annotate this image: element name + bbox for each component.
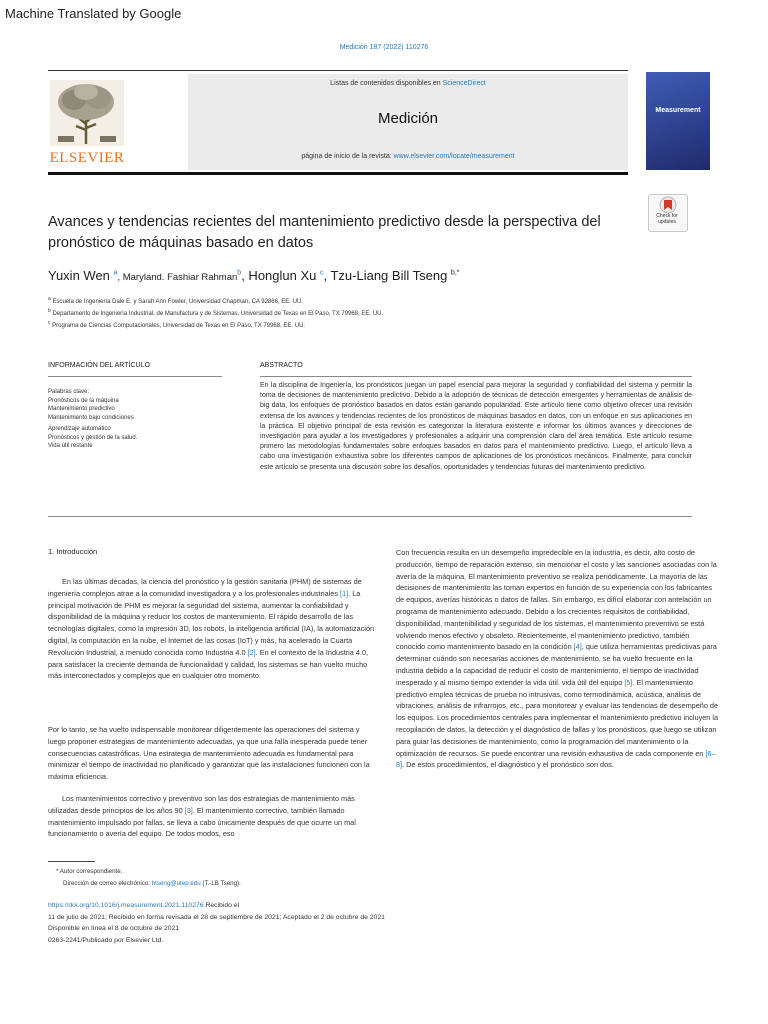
paragraph-text: , que utiliza herramientas predictivas para determinar cuándo son necesarias acciones de mantenimiento, se ha vuelto frecuente en la industria debido a la capacidad de reducir el costo de mantenimiento, el tiempo de inactividad inesperado y al mismo tiempo extender la vida útil. vida útil del equipo <box>396 642 717 687</box>
email-link[interactable]: btseng@utep.edu <box>151 880 201 887</box>
article-title <box>48 212 618 254</box>
author-name[interactable]: , Tzu-Liang Bill Tseng <box>323 268 451 283</box>
issn-publisher: 0263-2241/Publicado por Elsevier Ltd. <box>48 937 164 944</box>
keyword: Vida útil restante <box>48 443 93 449</box>
author-affiliation-marker[interactable]: a <box>113 269 118 277</box>
check-for-updates-label: Check for updates <box>656 213 678 225</box>
paragraph-text: En las últimas décadas, la ciencia del pronóstico y la gestión sanitaria (PHM) de sistemas de ingeniería complejos atrae a la comunidad investigadora y a los profesionales industriales <box>48 577 362 598</box>
doi-link[interactable]: https://doi.org/10.1016/j.measurement.2021.110276 <box>48 902 204 909</box>
author-affiliation-marker[interactable]: c <box>319 269 324 277</box>
contents-prefix: Listas de contenidos disponibles en <box>330 80 443 87</box>
corresponding-author-note: * Autor correspondiente. <box>56 868 123 875</box>
author-affiliation-marker[interactable]: b <box>237 269 242 277</box>
affiliation-marker: c <box>48 320 51 326</box>
paragraph-text: . El mantenimiento correctivo, también llamado mantenimiento impulsado por fallas, se lleva a cabo únicamente después de que ocurre un mal funcionamiento o avería del equipo. De todos modos, eso <box>48 805 356 839</box>
paragraph-text: Con frecuencia resulta en un desempeño impredecible en la industria, es decir, alto costo de producción, tiempo de reparación extenso, sin mencionar el costo y las sanciones asociadas con la avería de la máquina. El mantenimiento preventivo se realiza periódicamente. La mayoría de las decisiones de mantenimiento las toman expertos en función de su experiencia con los fabricantes de equipos, averías históricas o datos de fallas. Sin embargo, es difícil elaborar con antelación un programa de mantenimiento adecuado. Debido a los crecientes requisitos de confiabilidad, disponibilidad, mantenibilidad y seguridad de los sistemas, el mantenimiento preventivo se está volviendo menos efectivo y obsoleto. Recientemente, el mantenimiento predictivo, también conocido como mantenimiento basado en la condición <box>396 548 717 652</box>
abstract-top-rule <box>260 376 692 377</box>
machine-translation-banner: Machine Translated by Google <box>5 6 182 21</box>
intro-paragraph-2: Por lo tanto, se ha vuelto indispensable monitorear diligentemente las operaciones del sistema y luego proponer estrategias de mantenimiento adecuadas, ya que una falla inesperada puede tener consecuencias catastróficas. Una estrategia de mantenimiento adecuada es fundamental para minimizar el tiempo de inactividad no planificado y garantizar que las instalaciones funcionen con la máxima eficiencia. <box>48 725 370 782</box>
keyword: Pronósticos de la máquina <box>48 397 119 404</box>
sciencedirect-link[interactable]: ScienceDirect <box>442 80 486 87</box>
citation-link[interactable]: [5] <box>624 677 633 687</box>
article-info-heading: INFORMACIÓN DEL ARTÍCULO <box>48 362 150 369</box>
history-dates: 11 de julio de 2021; Recibido en forma revisada el 28 de septiembre de 2021; Aceptado el 2 de octubre de 2021 <box>48 914 385 921</box>
author-affiliation-marker[interactable]: b,* <box>450 269 460 277</box>
intro-paragraph-1 <box>48 576 378 682</box>
paragraph-text: . La principal motivación de PHM es mejorar la seguridad del sistema, aumentar la confiabilidad y disponibilidad de la máquina y reducir los costos de mantenimiento. El rápido desarrollo de las tecnologías digitales, como la impresión 3D, los robots, la inteligencia artificial (IA), la automatización digital, la computación en la nube, el Internet de las cosas (IoT) y más, ha acelerado la Cuarta Revolución Industrial, a menudo conocida como Industria 4.0 <box>48 588 375 657</box>
affiliation-marker: b <box>48 308 51 314</box>
affiliation <box>48 296 668 305</box>
keyword: Pronósticos y gestión de la salud. <box>48 434 138 441</box>
journal-reference-link[interactable]: Medición 187 (2022) 110276 <box>339 44 429 51</box>
citation-link[interactable]: [6–8] <box>396 748 716 770</box>
keyword: Mantenimiento predictivo <box>48 406 115 412</box>
intro-right-column <box>396 547 720 771</box>
citation-link[interactable]: [4] <box>573 642 582 652</box>
abstract-heading: ABSTRACTO <box>260 362 303 369</box>
section-heading-introduction: 1. Introducción <box>48 547 98 556</box>
received-label: Recibido el <box>203 902 240 909</box>
affiliation <box>48 308 668 317</box>
bookmark-icon <box>649 195 687 215</box>
author-list <box>48 268 648 283</box>
contents-availability <box>188 80 628 87</box>
affiliation-text: Programa de Ciencias Computacionales, Universidad de Texas en El Paso, TX 79968, EE. UU. <box>52 323 306 329</box>
journal-name: Medición <box>377 110 439 127</box>
citation-link[interactable]: [3] <box>184 805 193 815</box>
journal-cover-title: Measurement <box>655 107 701 114</box>
homepage-prefix: página de inicio de la revista: <box>301 153 394 160</box>
citation-link[interactable]: [2] <box>247 647 256 657</box>
keywords-label: Palabras clave: <box>48 389 90 395</box>
abstract-bottom-rule <box>48 516 692 517</box>
journal-homepage <box>188 153 628 160</box>
keyword: Mantenimiento bajo condiciones <box>48 414 134 421</box>
author-name[interactable]: , Maryland. Fashiar Rahman <box>117 272 238 283</box>
elsevier-wordmark: ELSEVIER <box>49 150 125 166</box>
author-name[interactable]: , Honglun Xu <box>241 268 320 283</box>
online-date: Disponible en línea el 8 de octubre de 2021 <box>48 925 180 932</box>
email-prefix: Dirección de correo electrónico: <box>63 880 152 887</box>
doi-line <box>48 902 239 909</box>
paragraph-text: . El mantenimiento predictivo emplea técnicas de prueba no intrusivas, como termodinámica, acústica, análisis de vibraciones, análisis de infrarrojos, etc., para monitorear y evaluar las tendencias de desempeño de los equipos. Los procedimientos centrales para implementar el mantenimiento predictivo incluyen la recopilación de datos, la detección y el diagnóstico de fallas y los pronósticos, que luego se utilizan para guiar las decisiones de mantenimiento, como la programación del mantenimiento o la optimización de recursos. Se puede encontrar una revisión exhaustiva de cada componente en <box>396 677 719 758</box>
header-top-rule <box>48 70 628 71</box>
header-bottom-rule <box>48 172 628 175</box>
author-name[interactable]: Yuxin Wen <box>48 268 114 283</box>
paragraph-text: . De estos procedimientos, el diagnóstico y el pronóstico son dos. <box>402 760 614 770</box>
email-note <box>63 880 241 887</box>
journal-cover-image <box>646 72 710 170</box>
article-title-line-2: pronóstico de máquinas basado en datos <box>48 235 314 251</box>
keyword: Aprendizaje automático <box>48 426 111 432</box>
paragraph-text: . En el contexto de la Industria 4.0, para satisfacer la creciente demanda de funcionalidad y calidad, los sistemas se han vuelto mucho más interconectados y complejos que en cualquier otro momento. <box>48 647 369 681</box>
abstract-text: En la disciplina de Ingeniería, los pronósticos juegan un papel esencial para mejorar la seguridad y confiabilidad del sistema y permitir la toma de decisiones de mantenimiento predictivo. Debido a la adopción de técnicas de detección emergentes y herramientas de análisis de big data, los enfoques de pronóstico basados en datos están ganando popularidad. Este artículo tiene como objetivo ofrecer una revisión extensa de los avances y tendencias recientes de los pronósticos de máquinas basados en datos, con un enfoque en sus aplicaciones en la práctica. El objetivo principal de esta revisión es categorizar la literatura existente e informar los últimos avances y direcciones de investigación para ayudar a los investigadores y profesionales a adquirir una comprensión clara del área temática. Este artículo resume primero las metodologías fundamentales sobre enfoques basados en datos para el mantenimiento predictivo. Luego, el artículo lleva a cabo una investigación exhaustiva sobre los diferentes campos de aplicaciones de los pronósticos mecánicos. Finalmente, para concluir este artículo se presenta una discusión sobre los desafíos, oportunidades y tendencias futuras del mantenimiento predictivo. <box>260 382 692 471</box>
article-title-line-1: Avances y tendencias recientes del mantenimiento predictivo desde la perspectiva del <box>48 214 601 230</box>
affiliation-text: Departamento de Ingeniería Industrial, de Manufactura y de Sistemas, Universidad de Texas en El Paso, TX 79968, EE. UU. <box>52 311 384 317</box>
homepage-link[interactable]: www.elsevier.com/locate/measurement <box>393 153 515 160</box>
footnote-rule <box>48 861 95 862</box>
affiliation <box>48 320 668 329</box>
intro-paragraph-3 <box>48 793 378 840</box>
affiliation-text: Escuela de Ingeniería Dale E. y Sarah Ann Fowler, Universidad Chapman, CA 92866, EE. UU. <box>52 299 303 305</box>
keywords-block <box>48 388 218 451</box>
citation-link[interactable]: [1] <box>340 588 349 598</box>
affiliation-marker: a <box>48 296 51 302</box>
article-info-rule <box>48 376 222 377</box>
email-suffix: (T.-LB Tseng). <box>200 880 241 887</box>
paragraph-text: Los mantenimientos correctivo y preventivo son las dos estrategias de mantenimiento más utilizadas desde principios de los años 90 <box>48 794 355 815</box>
